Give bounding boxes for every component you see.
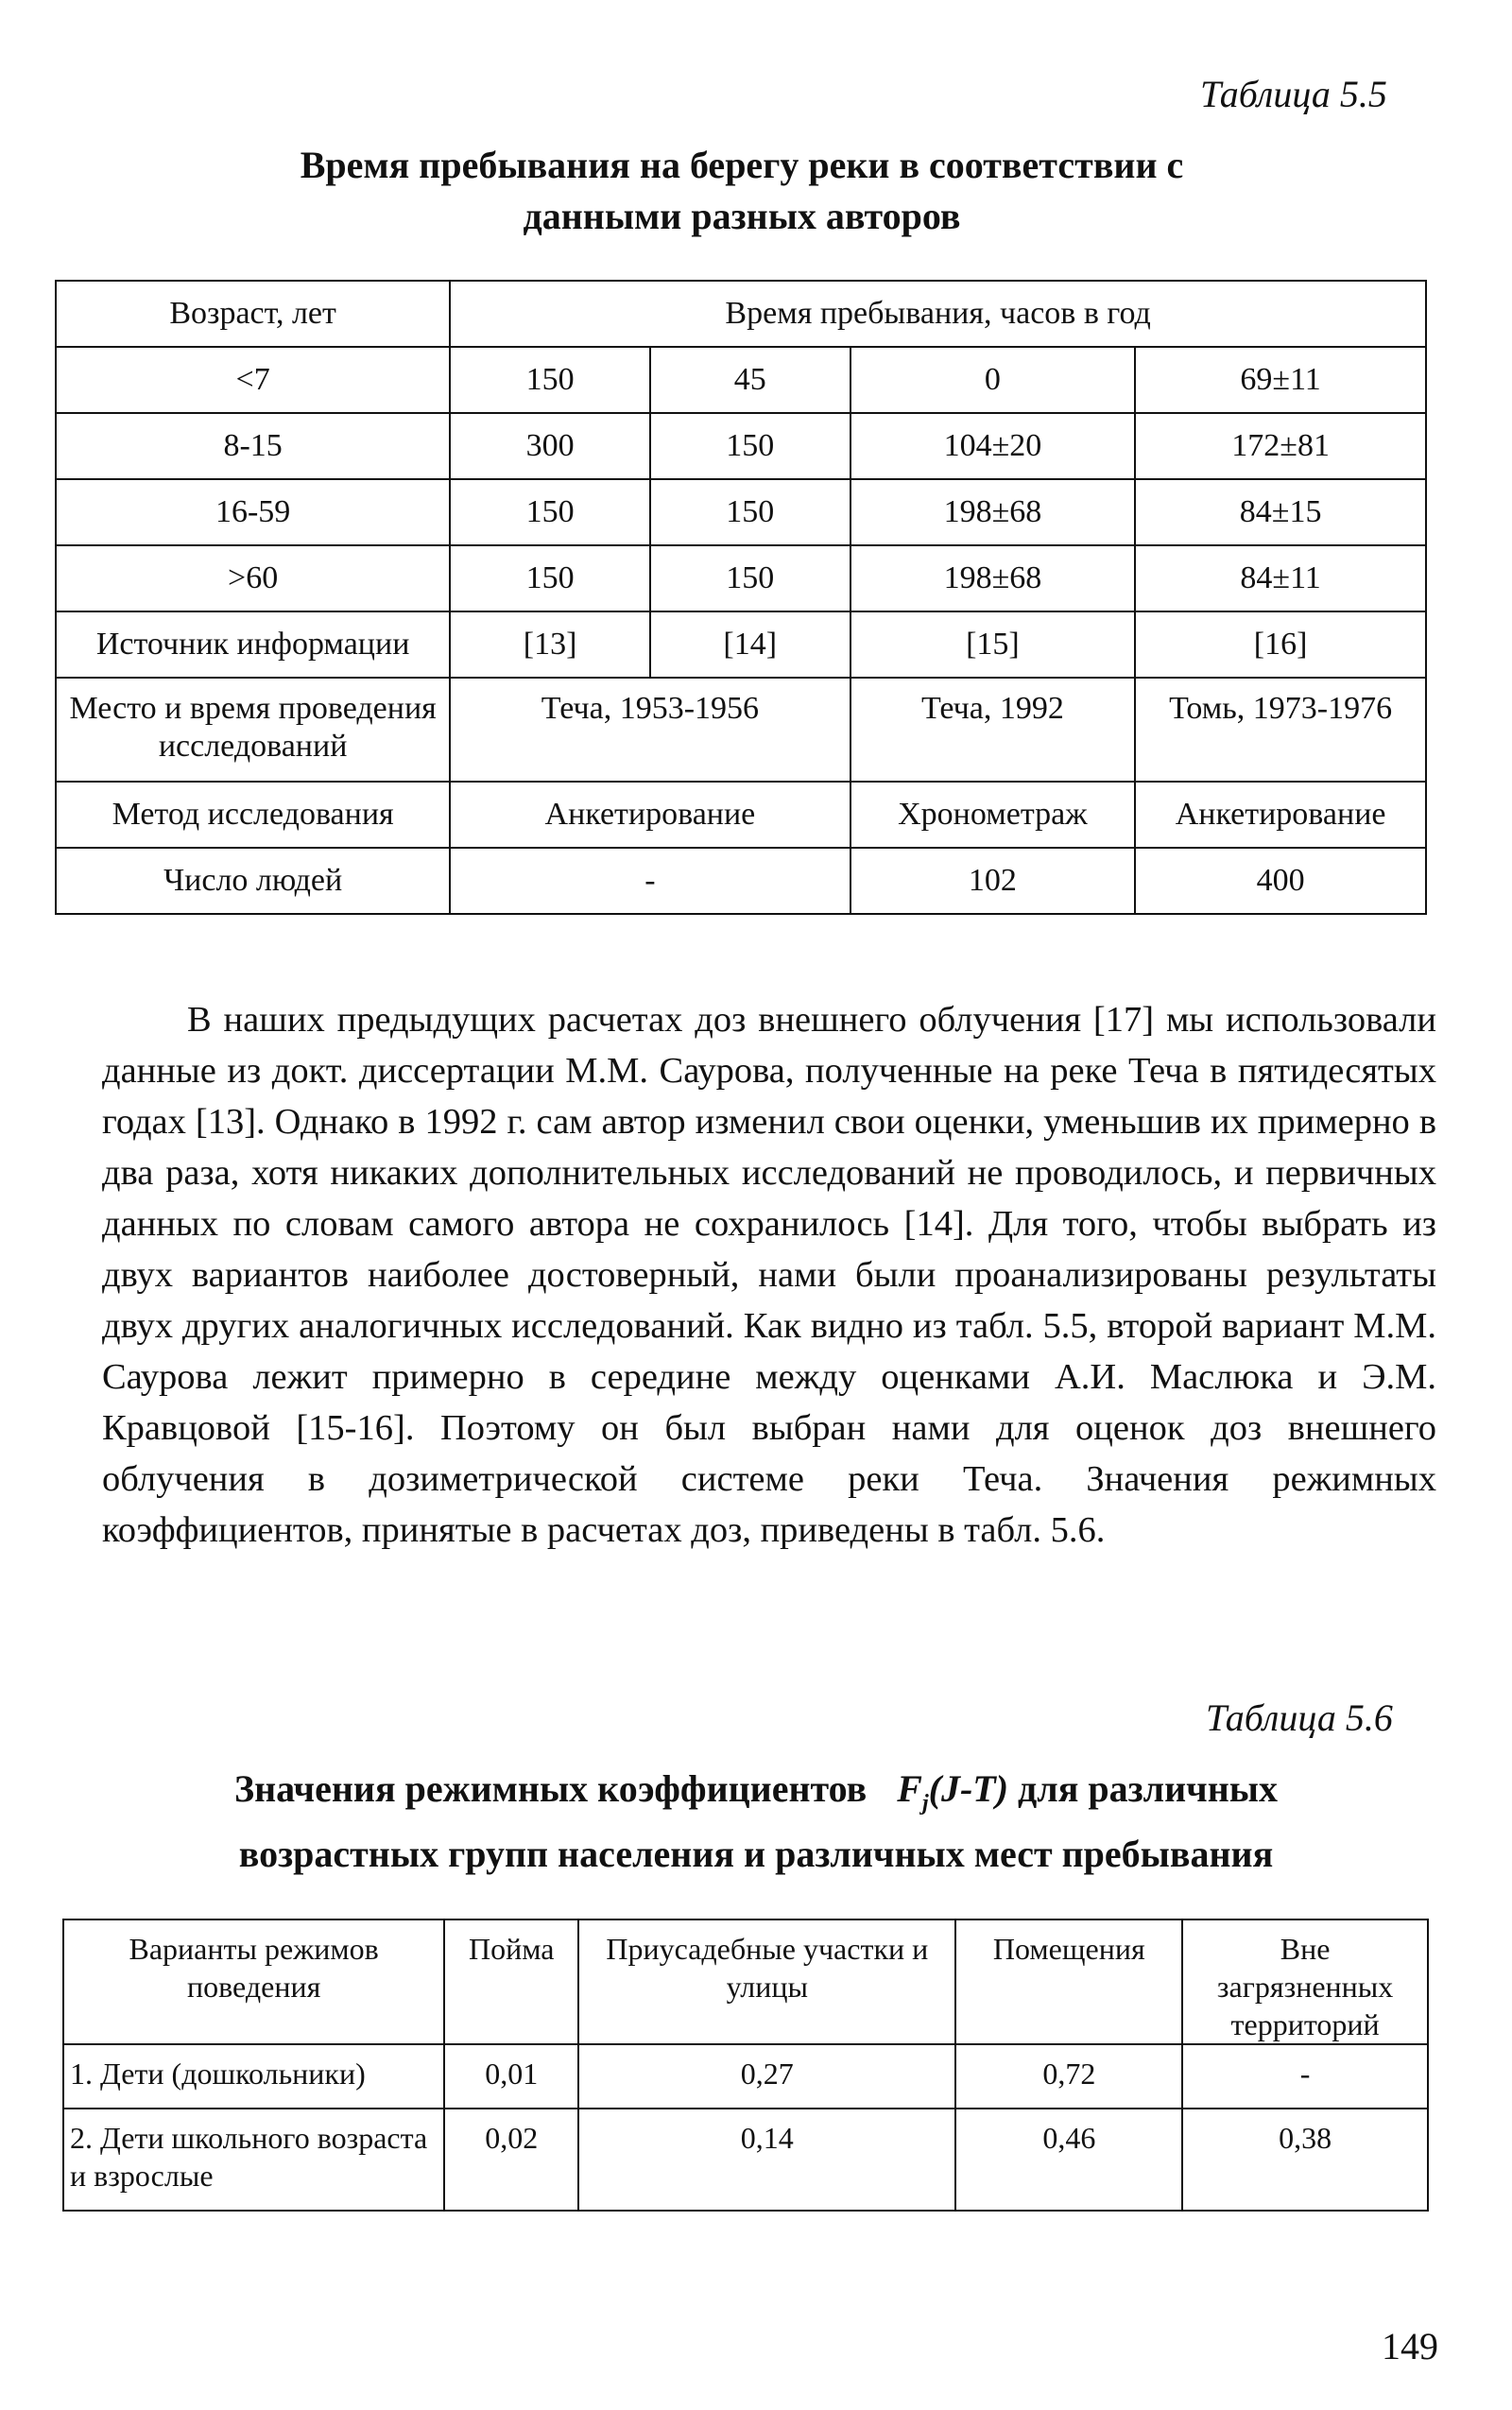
reference-cell: [13] [450,611,650,678]
reference-cell: [15] [850,611,1136,678]
table-row-place [56,678,1426,782]
table-row [63,2044,1428,2109]
formula-subscript: j [921,1791,929,1816]
table-row-source [56,611,1426,678]
body-paragraph [102,994,1436,1556]
row-label: Место и время проведения исследований [56,678,450,782]
value-cell: 198±68 [850,479,1136,545]
place-cell: Теча, 1953-1956 [450,678,850,782]
value-cell: - [1182,2044,1428,2109]
table-5-6-title-line2: возрастных групп населения и различных мест пребывания [238,1833,1274,1875]
value-cell: 0,72 [955,2044,1182,2109]
table-5-6-title [94,1764,1418,1880]
value-cell: 0,14 [578,2109,955,2211]
header-age: Возраст, лет [56,281,450,347]
header-cell: Пойма [444,1919,578,2044]
age-cell: >60 [56,545,450,611]
formula [897,1767,1009,1816]
table-5-5-title [132,140,1351,242]
value-cell: 150 [450,479,650,545]
row-label: 2. Дети школьного возраста и взрослые [63,2109,444,2211]
place-cell: Томь, 1973-1976 [1135,678,1426,782]
age-cell: 8-15 [56,413,450,479]
place-cell: Теча, 1992 [850,678,1136,782]
value-cell: 172±81 [1135,413,1426,479]
header-cell: Помещения [955,1919,1182,2044]
table-row [56,479,1426,545]
age-cell: <7 [56,347,450,413]
method-cell: Хронометраж [850,782,1136,848]
table-5-6 [62,1919,1429,2212]
header-time: Время пребывания, часов в год [450,281,1426,347]
value-cell: 150 [650,479,850,545]
reference-cell: [14] [650,611,850,678]
table-5-5-title-line1: Время пребывания на берегу реки в соответствии с [300,144,1184,186]
value-cell: 198±68 [850,545,1136,611]
paragraph-text: В наших предыдущих расчетах доз внешнего облучения [17] мы использовали данные из докт. диссертации М.М. Саурова, полученные на реке Теча в пятидесятых годах [13]. Однако в 1992 г. сам автор изменил свои оценки, уменьшив их примерно в два раза, хотя никаких дополнительных исследований не проводилось, и первичных данных по словам самого автора не сохранилось [14]. Для того, чтобы выбрать из двух вариантов наиболее достоверный, нами были проанализированы результаты двух других аналогичных исследований. Как видно из табл. 5.5, второй вариант М.М. Саурова лежит примерно в середине между оценками А.И. Маслюка и Э.М. Кравцовой [15-16]. Поэтому он был выбран нами для оценок доз внешнего облучения в дозиметрической системе реки Теча. Значения режимных коэффициентов, принятые в расчетах доз, приведены в табл. 5.6. [102,1000,1436,1550]
people-cell: 400 [1135,848,1426,914]
value-cell: 45 [650,347,850,413]
formula-argument: (J-T) [928,1767,1009,1810]
title-text-b: для различных [1018,1767,1278,1810]
row-label: Источник информации [56,611,450,678]
age-cell: 16-59 [56,479,450,545]
value-cell: 0,38 [1182,2109,1428,2211]
value-cell: 0,27 [578,2044,955,2109]
value-cell: 150 [450,545,650,611]
value-cell: 69±11 [1135,347,1426,413]
title-text-a: Значения режимных коэффициентов [234,1767,868,1810]
row-label: 1. Дети (дошкольники) [63,2044,444,2109]
people-cell: 102 [850,848,1136,914]
value-cell: 0,46 [955,2109,1182,2211]
value-cell: 104±20 [850,413,1136,479]
table-row [56,545,1426,611]
method-cell: Анкетирование [450,782,850,848]
value-cell: 0 [850,347,1136,413]
value-cell: 300 [450,413,650,479]
people-cell: - [450,848,850,914]
table-5-5 [55,280,1427,915]
table-5-6-caption: Таблица 5.6 [1206,1696,1393,1739]
reference-cell: [16] [1135,611,1426,678]
row-label: Метод исследования [56,782,450,848]
value-cell: 150 [650,545,850,611]
value-cell: 0,02 [444,2109,578,2211]
formula-symbol: F [897,1767,922,1810]
header-cell: Приусадебные участки и улицы [578,1919,955,2044]
header-cell: Варианты режимов поведения [63,1919,444,2044]
table-header-row [63,1919,1428,2044]
value-cell: 150 [650,413,850,479]
value-cell: 150 [450,347,650,413]
header-cell: Вне загрязненных территорий [1182,1919,1428,2044]
table-5-6-title-line1 [94,1764,1418,1829]
table-5-5-title-line2: данными разных авторов [523,195,961,237]
value-cell: 84±11 [1135,545,1426,611]
value-cell: 84±15 [1135,479,1426,545]
table-row [56,413,1426,479]
row-label: Число людей [56,848,450,914]
table-row-people [56,848,1426,914]
page-number: 149 [1382,2325,1438,2367]
table-row-method [56,782,1426,848]
table-row [56,347,1426,413]
table-row [63,2109,1428,2211]
table-5-5-caption: Таблица 5.5 [1200,73,1387,115]
method-cell: Анкетирование [1135,782,1426,848]
value-cell: 0,01 [444,2044,578,2109]
